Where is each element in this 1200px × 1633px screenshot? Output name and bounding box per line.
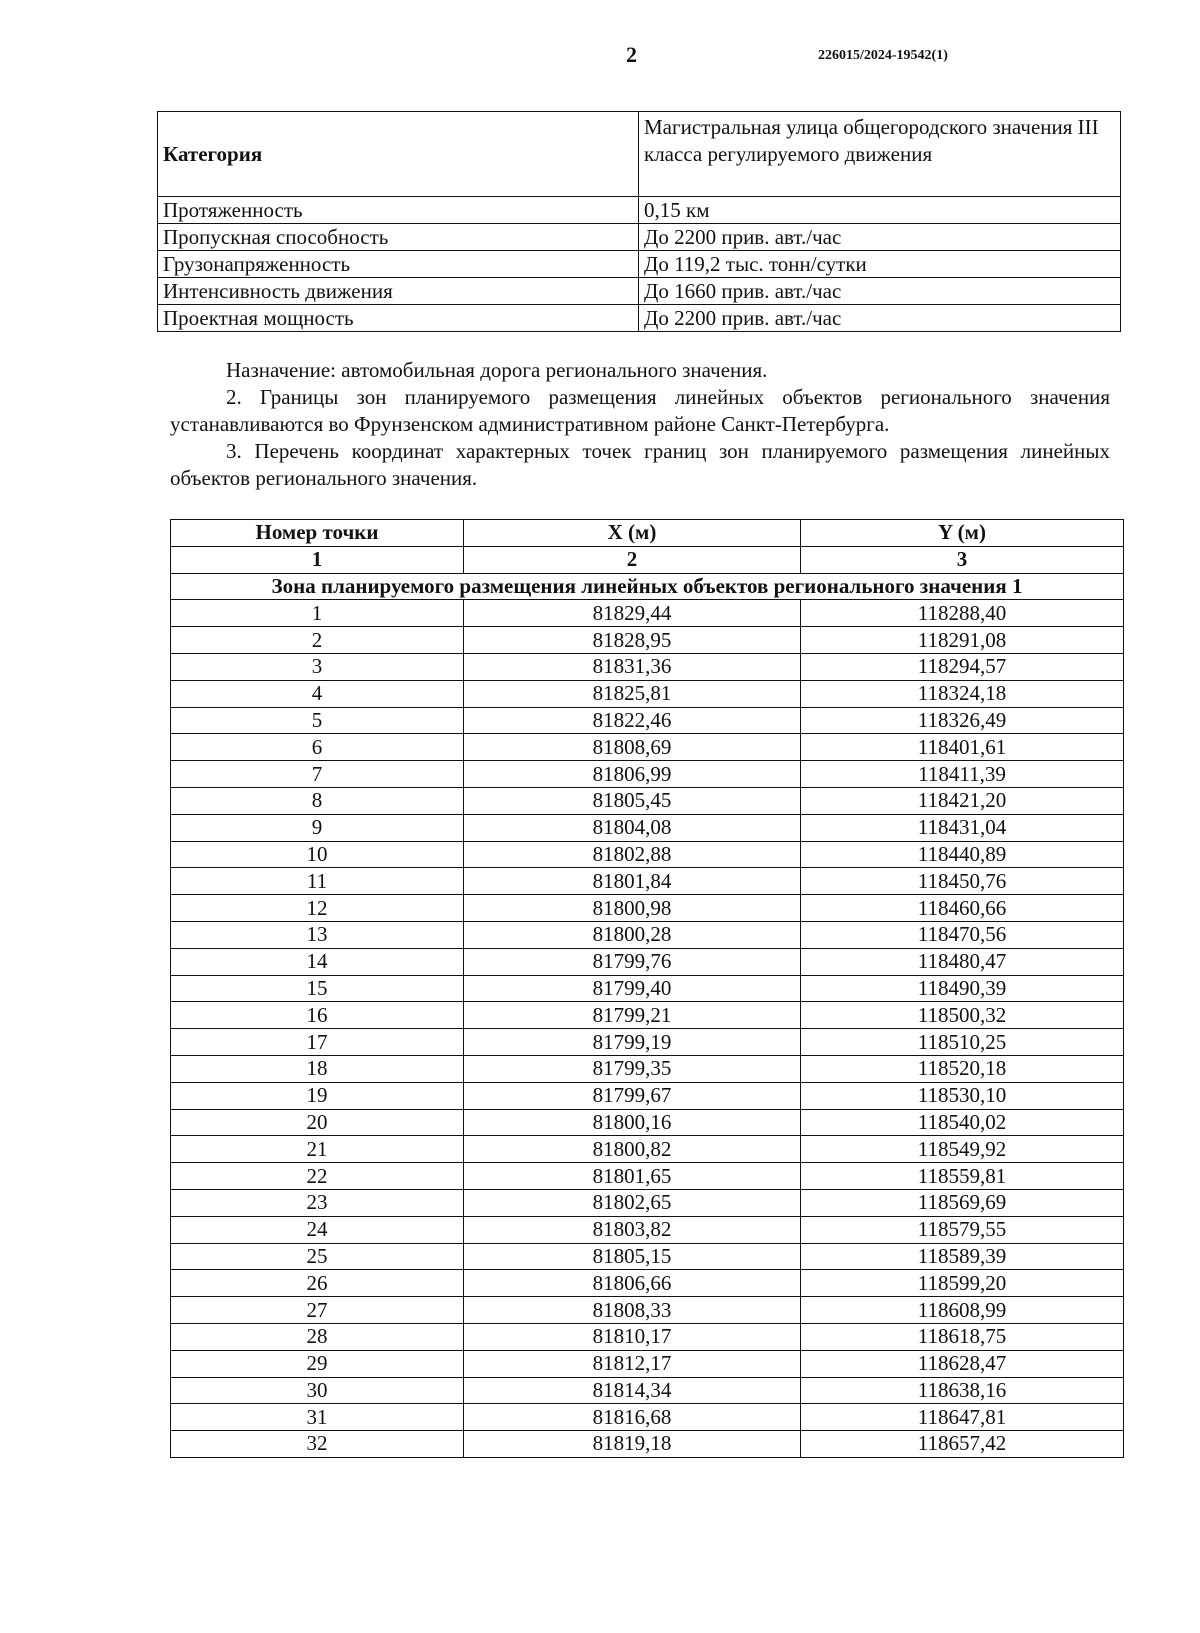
- x-coordinate: 81799,40: [464, 975, 801, 1002]
- x-coordinate: 81806,66: [464, 1270, 801, 1297]
- table-row: [171, 1163, 1124, 1190]
- table-row: [171, 734, 1124, 761]
- table-row: [171, 868, 1124, 895]
- point-number: 4: [171, 680, 464, 707]
- x-coordinate: 81801,65: [464, 1163, 801, 1190]
- table-row: [171, 1404, 1124, 1431]
- y-coordinate: 118440,89: [801, 841, 1124, 868]
- point-number: 19: [171, 1082, 464, 1109]
- info-label: Грузонапряженность: [158, 251, 639, 278]
- coordinates-list-paragraph: 3. Перечень координат характерных точек границ зон планируемого размещения линейных объектов регионального значения.: [170, 439, 1110, 490]
- x-coordinate: 81800,98: [464, 895, 801, 922]
- point-number: 3: [171, 653, 464, 680]
- body-text: [170, 357, 1110, 492]
- y-coordinate: 118618,75: [801, 1323, 1124, 1350]
- zone-title-row: [171, 573, 1124, 600]
- info-label: Проектная мощность: [158, 305, 639, 332]
- y-coordinate: 118288,40: [801, 600, 1124, 627]
- x-coordinate: 81800,82: [464, 1136, 801, 1163]
- table-header-row: [171, 520, 1124, 547]
- info-value: 0,15 км: [639, 197, 1121, 224]
- y-coordinate: 118638,16: [801, 1377, 1124, 1404]
- x-coordinate: 81828,95: [464, 627, 801, 654]
- x-coordinate: 81805,15: [464, 1243, 801, 1270]
- page-number: 2: [626, 42, 637, 67]
- table-row: [158, 305, 1121, 332]
- y-coordinate: 118530,10: [801, 1082, 1124, 1109]
- y-coordinate: 118470,56: [801, 921, 1124, 948]
- point-number: 28: [171, 1323, 464, 1350]
- table-row: [171, 921, 1124, 948]
- y-coordinate: 118401,61: [801, 734, 1124, 761]
- table-row: [171, 1243, 1124, 1270]
- point-number: 29: [171, 1350, 464, 1377]
- y-coordinate: 118291,08: [801, 627, 1124, 654]
- x-coordinate: 81812,17: [464, 1350, 801, 1377]
- x-coordinate: 81802,88: [464, 841, 801, 868]
- point-number: 2: [171, 627, 464, 654]
- x-coordinate: 81806,99: [464, 761, 801, 788]
- table-row: [158, 197, 1121, 224]
- table-row: [171, 1136, 1124, 1163]
- point-number: 21: [171, 1136, 464, 1163]
- x-coordinate: 81800,28: [464, 921, 801, 948]
- point-number: 20: [171, 1109, 464, 1136]
- x-coordinate: 81808,33: [464, 1297, 801, 1324]
- point-number: 25: [171, 1243, 464, 1270]
- point-number: 5: [171, 707, 464, 734]
- table-row: [171, 814, 1124, 841]
- table-row: [158, 278, 1121, 305]
- purpose-paragraph: Назначение: автомобильная дорога регионального значения.: [226, 358, 768, 382]
- table-row: [171, 627, 1124, 654]
- x-coordinate: 81819,18: [464, 1431, 801, 1458]
- table-row: [171, 1002, 1124, 1029]
- boundaries-paragraph: 2. Границы зон планируемого размещения линейных объектов регионального значения устанавливаются во Фрунзенском административном районе Санкт-Петербурга.: [170, 385, 1110, 436]
- table-row: [171, 600, 1124, 627]
- x-coordinate: 81829,44: [464, 600, 801, 627]
- x-coordinate: 81799,76: [464, 948, 801, 975]
- y-coordinate: 118480,47: [801, 948, 1124, 975]
- point-number: 17: [171, 1029, 464, 1056]
- info-value: До 2200 прив. авт./час: [639, 224, 1121, 251]
- column-number: 3: [801, 546, 1124, 573]
- category-value: Магистральная улица общегородского значения III класса регулируемого движения: [639, 112, 1121, 197]
- table-row: [171, 948, 1124, 975]
- x-coordinate: 81804,08: [464, 814, 801, 841]
- x-coordinate: 81799,67: [464, 1082, 801, 1109]
- y-coordinate: 118569,69: [801, 1189, 1124, 1216]
- y-coordinate: 118460,66: [801, 895, 1124, 922]
- category-label: Категория: [158, 112, 639, 197]
- y-coordinate: 118450,76: [801, 868, 1124, 895]
- table-row: [171, 1055, 1124, 1082]
- y-coordinate: 118294,57: [801, 653, 1124, 680]
- header-x: X (м): [464, 520, 801, 547]
- x-coordinate: 81802,65: [464, 1189, 801, 1216]
- point-number: 9: [171, 814, 464, 841]
- zone-title: Зона планируемого размещения линейных объектов регионального значения 1: [171, 573, 1124, 600]
- table-row: [171, 1189, 1124, 1216]
- y-coordinate: 118421,20: [801, 787, 1124, 814]
- x-coordinate: 81831,36: [464, 653, 801, 680]
- y-coordinate: 118599,20: [801, 1270, 1124, 1297]
- x-coordinate: 81808,69: [464, 734, 801, 761]
- point-number: 24: [171, 1216, 464, 1243]
- table-row: [171, 1323, 1124, 1350]
- x-coordinate: 81803,82: [464, 1216, 801, 1243]
- table-row: [171, 653, 1124, 680]
- x-coordinate: 81816,68: [464, 1404, 801, 1431]
- y-coordinate: 118431,04: [801, 814, 1124, 841]
- point-number: 18: [171, 1055, 464, 1082]
- point-number: 6: [171, 734, 464, 761]
- y-coordinate: 118520,18: [801, 1055, 1124, 1082]
- x-coordinate: 81799,21: [464, 1002, 801, 1029]
- x-coordinate: 81800,16: [464, 1109, 801, 1136]
- x-coordinate: 81814,34: [464, 1377, 801, 1404]
- x-coordinate: 81822,46: [464, 707, 801, 734]
- table-row: [171, 895, 1124, 922]
- column-number: 2: [464, 546, 801, 573]
- y-coordinate: 118500,32: [801, 1002, 1124, 1029]
- table-row: [171, 1082, 1124, 1109]
- point-number: 7: [171, 761, 464, 788]
- y-coordinate: 118411,39: [801, 761, 1124, 788]
- y-coordinate: 118628,47: [801, 1350, 1124, 1377]
- info-value: До 1660 прив. авт./час: [639, 278, 1121, 305]
- table-row: [171, 707, 1124, 734]
- info-label: Пропускная способность: [158, 224, 639, 251]
- y-coordinate: 118589,39: [801, 1243, 1124, 1270]
- point-number: 32: [171, 1431, 464, 1458]
- point-number: 11: [171, 868, 464, 895]
- y-coordinate: 118657,42: [801, 1431, 1124, 1458]
- point-number: 23: [171, 1189, 464, 1216]
- table-row: [158, 112, 1121, 197]
- point-number: 1: [171, 600, 464, 627]
- x-coordinate: 81799,19: [464, 1029, 801, 1056]
- point-number: 22: [171, 1163, 464, 1190]
- table-row: [171, 680, 1124, 707]
- table-row: [171, 787, 1124, 814]
- table-row: [171, 1297, 1124, 1324]
- x-coordinate: 81805,45: [464, 787, 801, 814]
- header-point-number: Номер точки: [171, 520, 464, 547]
- point-number: 8: [171, 787, 464, 814]
- coordinates-table: [170, 519, 1124, 1458]
- table-row: [158, 251, 1121, 278]
- table-row: [171, 1216, 1124, 1243]
- y-coordinate: 118549,92: [801, 1136, 1124, 1163]
- column-number: 1: [171, 546, 464, 573]
- x-coordinate: 81801,84: [464, 868, 801, 895]
- y-coordinate: 118540,02: [801, 1109, 1124, 1136]
- info-value: До 2200 прив. авт./час: [639, 305, 1121, 332]
- info-label: Интенсивность движения: [158, 278, 639, 305]
- point-number: 12: [171, 895, 464, 922]
- table-row: [171, 841, 1124, 868]
- point-number: 26: [171, 1270, 464, 1297]
- x-coordinate: 81825,81: [464, 680, 801, 707]
- point-number: 30: [171, 1377, 464, 1404]
- table-row: [171, 1431, 1124, 1458]
- y-coordinate: 118324,18: [801, 680, 1124, 707]
- table-row: [171, 975, 1124, 1002]
- point-number: 10: [171, 841, 464, 868]
- table-row: [158, 224, 1121, 251]
- table-row: [171, 1350, 1124, 1377]
- y-coordinate: 118326,49: [801, 707, 1124, 734]
- info-label: Протяженность: [158, 197, 639, 224]
- table-row: [171, 1270, 1124, 1297]
- y-coordinate: 118490,39: [801, 975, 1124, 1002]
- point-number: 13: [171, 921, 464, 948]
- point-number: 14: [171, 948, 464, 975]
- x-coordinate: 81799,35: [464, 1055, 801, 1082]
- y-coordinate: 118559,81: [801, 1163, 1124, 1190]
- table-row: [171, 761, 1124, 788]
- y-coordinate: 118510,25: [801, 1029, 1124, 1056]
- y-coordinate: 118647,81: [801, 1404, 1124, 1431]
- table-row: [171, 1029, 1124, 1056]
- road-info-table: [157, 111, 1121, 332]
- header-y: Y (м): [801, 520, 1124, 547]
- info-value: До 119,2 тыс. тонн/сутки: [639, 251, 1121, 278]
- column-number-row: [171, 546, 1124, 573]
- point-number: 15: [171, 975, 464, 1002]
- point-number: 27: [171, 1297, 464, 1324]
- point-number: 16: [171, 1002, 464, 1029]
- document-number: 226015/2024-19542(1): [818, 48, 948, 63]
- x-coordinate: 81810,17: [464, 1323, 801, 1350]
- y-coordinate: 118608,99: [801, 1297, 1124, 1324]
- y-coordinate: 118579,55: [801, 1216, 1124, 1243]
- table-row: [171, 1377, 1124, 1404]
- table-row: [171, 1109, 1124, 1136]
- point-number: 31: [171, 1404, 464, 1431]
